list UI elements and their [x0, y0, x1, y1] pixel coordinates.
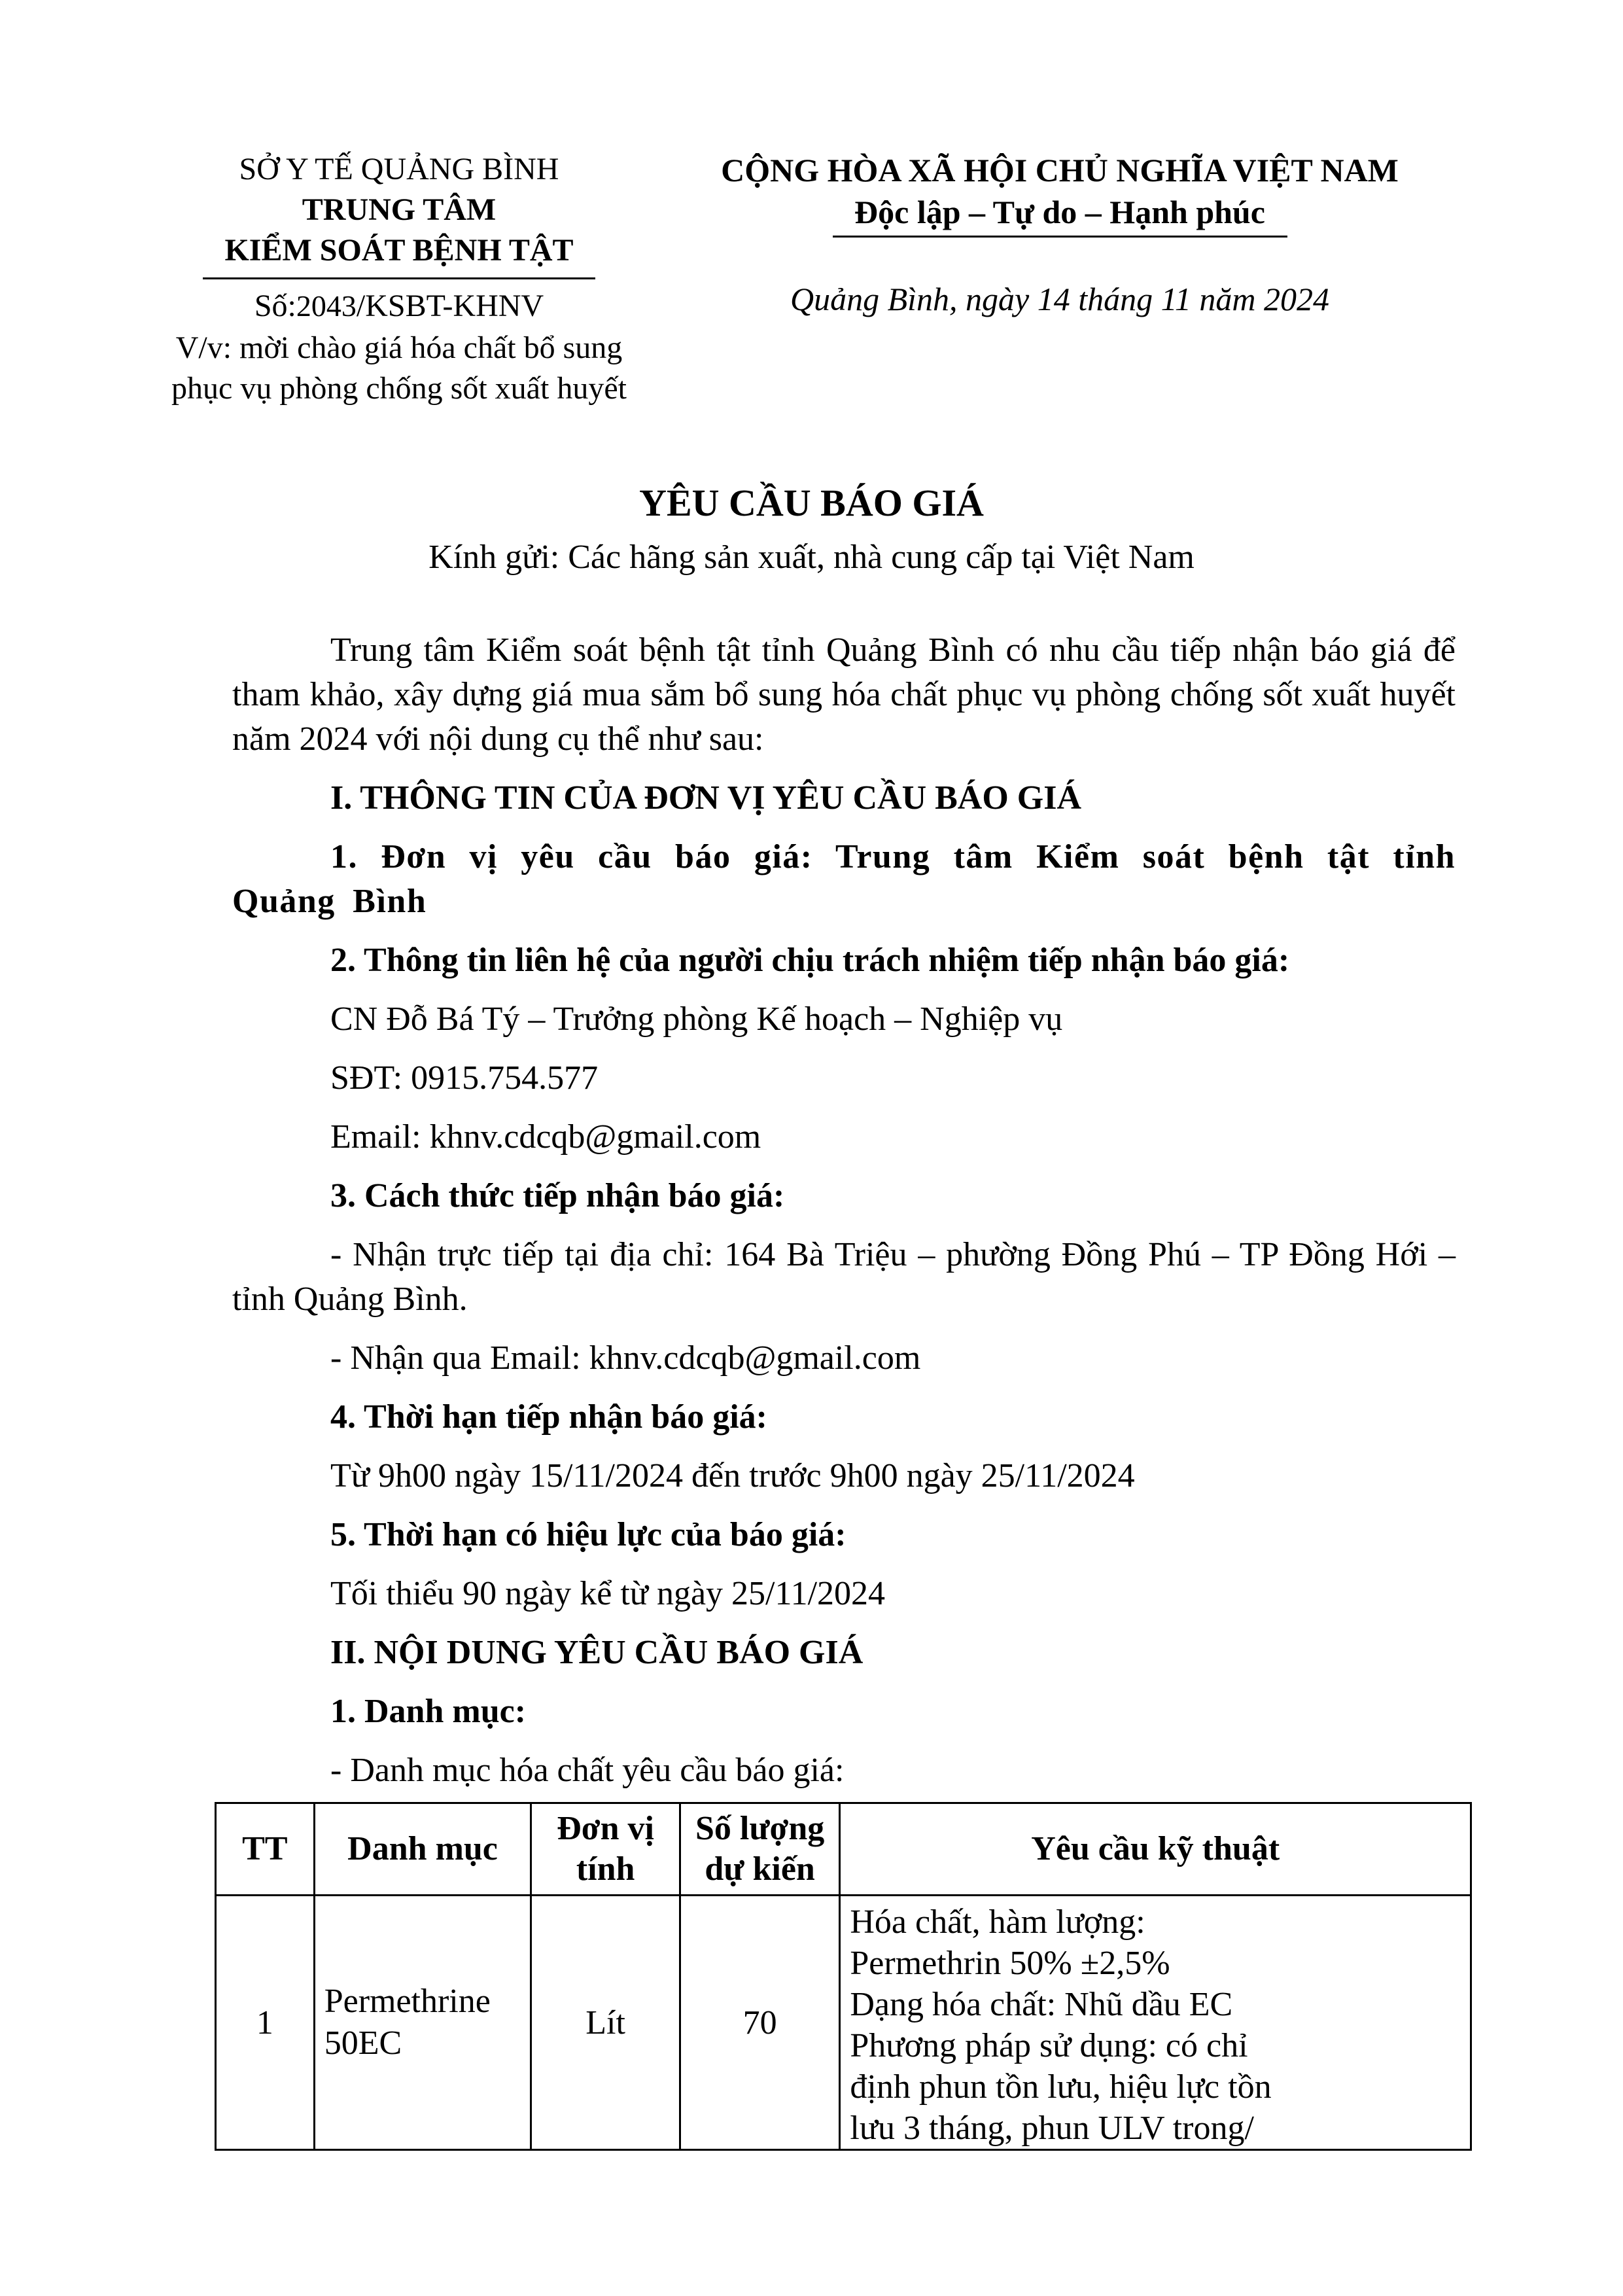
- receive-email: - Nhận qua Email: khnv.cdcqb@gmail.com: [330, 1339, 921, 1377]
- table-header-row: [216, 1803, 1471, 1896]
- national-motto: Độc lập – Tự do – Hạnh phúc: [854, 194, 1265, 230]
- col-header-qty: [680, 1803, 840, 1896]
- subject-line2: phục vụ phòng chống sốt xuất huyết: [171, 371, 627, 406]
- doc-number-value: 2043: [296, 289, 357, 323]
- row-name-line1: Permethrine: [324, 1983, 491, 2020]
- row-name: [314, 1896, 531, 2150]
- organization-underline: [203, 277, 595, 279]
- subject-line1: V/v: mời chào giá hóa chất bổ sung: [175, 330, 623, 365]
- contact-email: Email: khnv.cdcqb@gmail.com: [330, 1118, 761, 1156]
- receive-direct: - Nhận trực tiếp tại địa chỉ: 164 Bà Triệu – phường Đồng Phú – TP Đồng Hới – tỉnh Quảng Bình.: [232, 1236, 1456, 1318]
- row-name-line2: 50EC: [324, 2024, 402, 2062]
- national-header-block: [661, 149, 1459, 238]
- document-title: YÊU CẦU BÁO GIÁ: [639, 482, 984, 524]
- section1-heading: I. THÔNG TIN CỦA ĐƠN VỊ YÊU CẦU BÁO GIÁ: [330, 779, 1082, 817]
- contact-phone: SĐT: 0915.754.577: [330, 1059, 599, 1097]
- organization-line2: KIỂM SOÁT BỆNH TẬT: [224, 233, 574, 268]
- section1-item2: 2. Thông tin liên hệ của người chịu trách nhiệm tiếp nhận báo giá:: [330, 942, 1290, 979]
- motto-underline: [833, 236, 1287, 238]
- section2-heading: II. NỘI DUNG YÊU CẦU BÁO GIÁ: [330, 1634, 864, 1671]
- document-body: [232, 628, 1456, 1793]
- col-header-name: Danh mục: [314, 1803, 531, 1896]
- col-header-unit: [531, 1803, 680, 1896]
- row-spec: [840, 1896, 1471, 2150]
- contact-name: CN Đỗ Bá Tý – Trưởng phòng Kế hoạch – Nghiệp vụ: [330, 1000, 1063, 1038]
- spec-line: Hóa chất, hàm lượng:: [850, 1903, 1145, 1941]
- spec-line: Phương pháp sử dụng: có chỉ: [850, 2027, 1248, 2064]
- spec-line: Dạng hóa chất: Nhũ dầu EC: [850, 1986, 1233, 2023]
- col-header-tt: TT: [216, 1803, 315, 1896]
- col-header-qty-line1: Số lượng: [695, 1810, 825, 1847]
- department-name: SỞ Y TẾ QUẢNG BÌNH: [239, 152, 559, 186]
- intro-paragraph: Trung tâm Kiểm soát bệnh tật tỉnh Quảng Bình có nhu cầu tiếp nhận báo giá để tham khảo, xây dựng giá mua sắm bổ sung hóa chất phục vụ phòng chống sốt xuất huyết năm 2024 với nội dung cụ thể như sau:: [232, 631, 1456, 758]
- section1-item1: 1. Đơn vị yêu cầu báo giá: Trung tâm Kiểm soát bệnh tật tỉnh Quảng Bình: [232, 838, 1456, 920]
- receive-period: Từ 9h00 ngày 15/11/2024 đến trước 9h00 ngày 25/11/2024: [330, 1457, 1135, 1494]
- section2-item1: 1. Danh mục:: [330, 1693, 527, 1730]
- table-row: [216, 1896, 1471, 2150]
- spec-line: định phun tồn lưu, hiệu lực tồn: [850, 2068, 1272, 2106]
- col-header-unit-line1: Đơn vị: [557, 1810, 654, 1847]
- issuing-agency-block: [157, 149, 641, 409]
- row-qty: 70: [680, 1896, 840, 2150]
- col-header-spec: Yêu cầu kỹ thuật: [840, 1803, 1471, 1896]
- document-number: [157, 285, 641, 328]
- section1-item5: 5. Thời hạn có hiệu lực của báo giá:: [330, 1516, 846, 1553]
- recipient-line: Kính gửi: Các hãng sản xuất, nhà cung cấp tại Việt Nam: [428, 539, 1195, 576]
- row-tt: 1: [216, 1896, 315, 2150]
- doc-number-prefix: Số:: [254, 289, 296, 323]
- col-header-qty-line2: dự kiến: [705, 1850, 815, 1888]
- doc-number-suffix: /KSBT-KHNV: [356, 289, 544, 323]
- section1-item4: 4. Thời hạn tiếp nhận báo giá:: [330, 1398, 767, 1436]
- quote-validity: Tối thiểu 90 ngày kể từ ngày 25/11/2024: [330, 1575, 886, 1612]
- chemical-list-intro: - Danh mục hóa chất yêu cầu báo giá:: [330, 1752, 845, 1789]
- spec-line: lưu 3 tháng, phun ULV trong/: [850, 2110, 1254, 2147]
- nation-name: CỘNG HÒA XÃ HỘI CHỦ NGHĨA VIỆT NAM: [721, 152, 1399, 188]
- organization-line1: TRUNG TÂM: [302, 192, 497, 227]
- row-unit: Lít: [531, 1896, 680, 2150]
- chemical-table: [215, 1802, 1472, 2151]
- spec-line: Permethrin 50% ±2,5%: [850, 1945, 1170, 1982]
- place-and-date: Quảng Bình, ngày 14 tháng 11 năm 2024: [790, 281, 1330, 317]
- col-header-unit-line2: tính: [576, 1850, 635, 1888]
- section1-item3: 3. Cách thức tiếp nhận báo giá:: [330, 1177, 785, 1214]
